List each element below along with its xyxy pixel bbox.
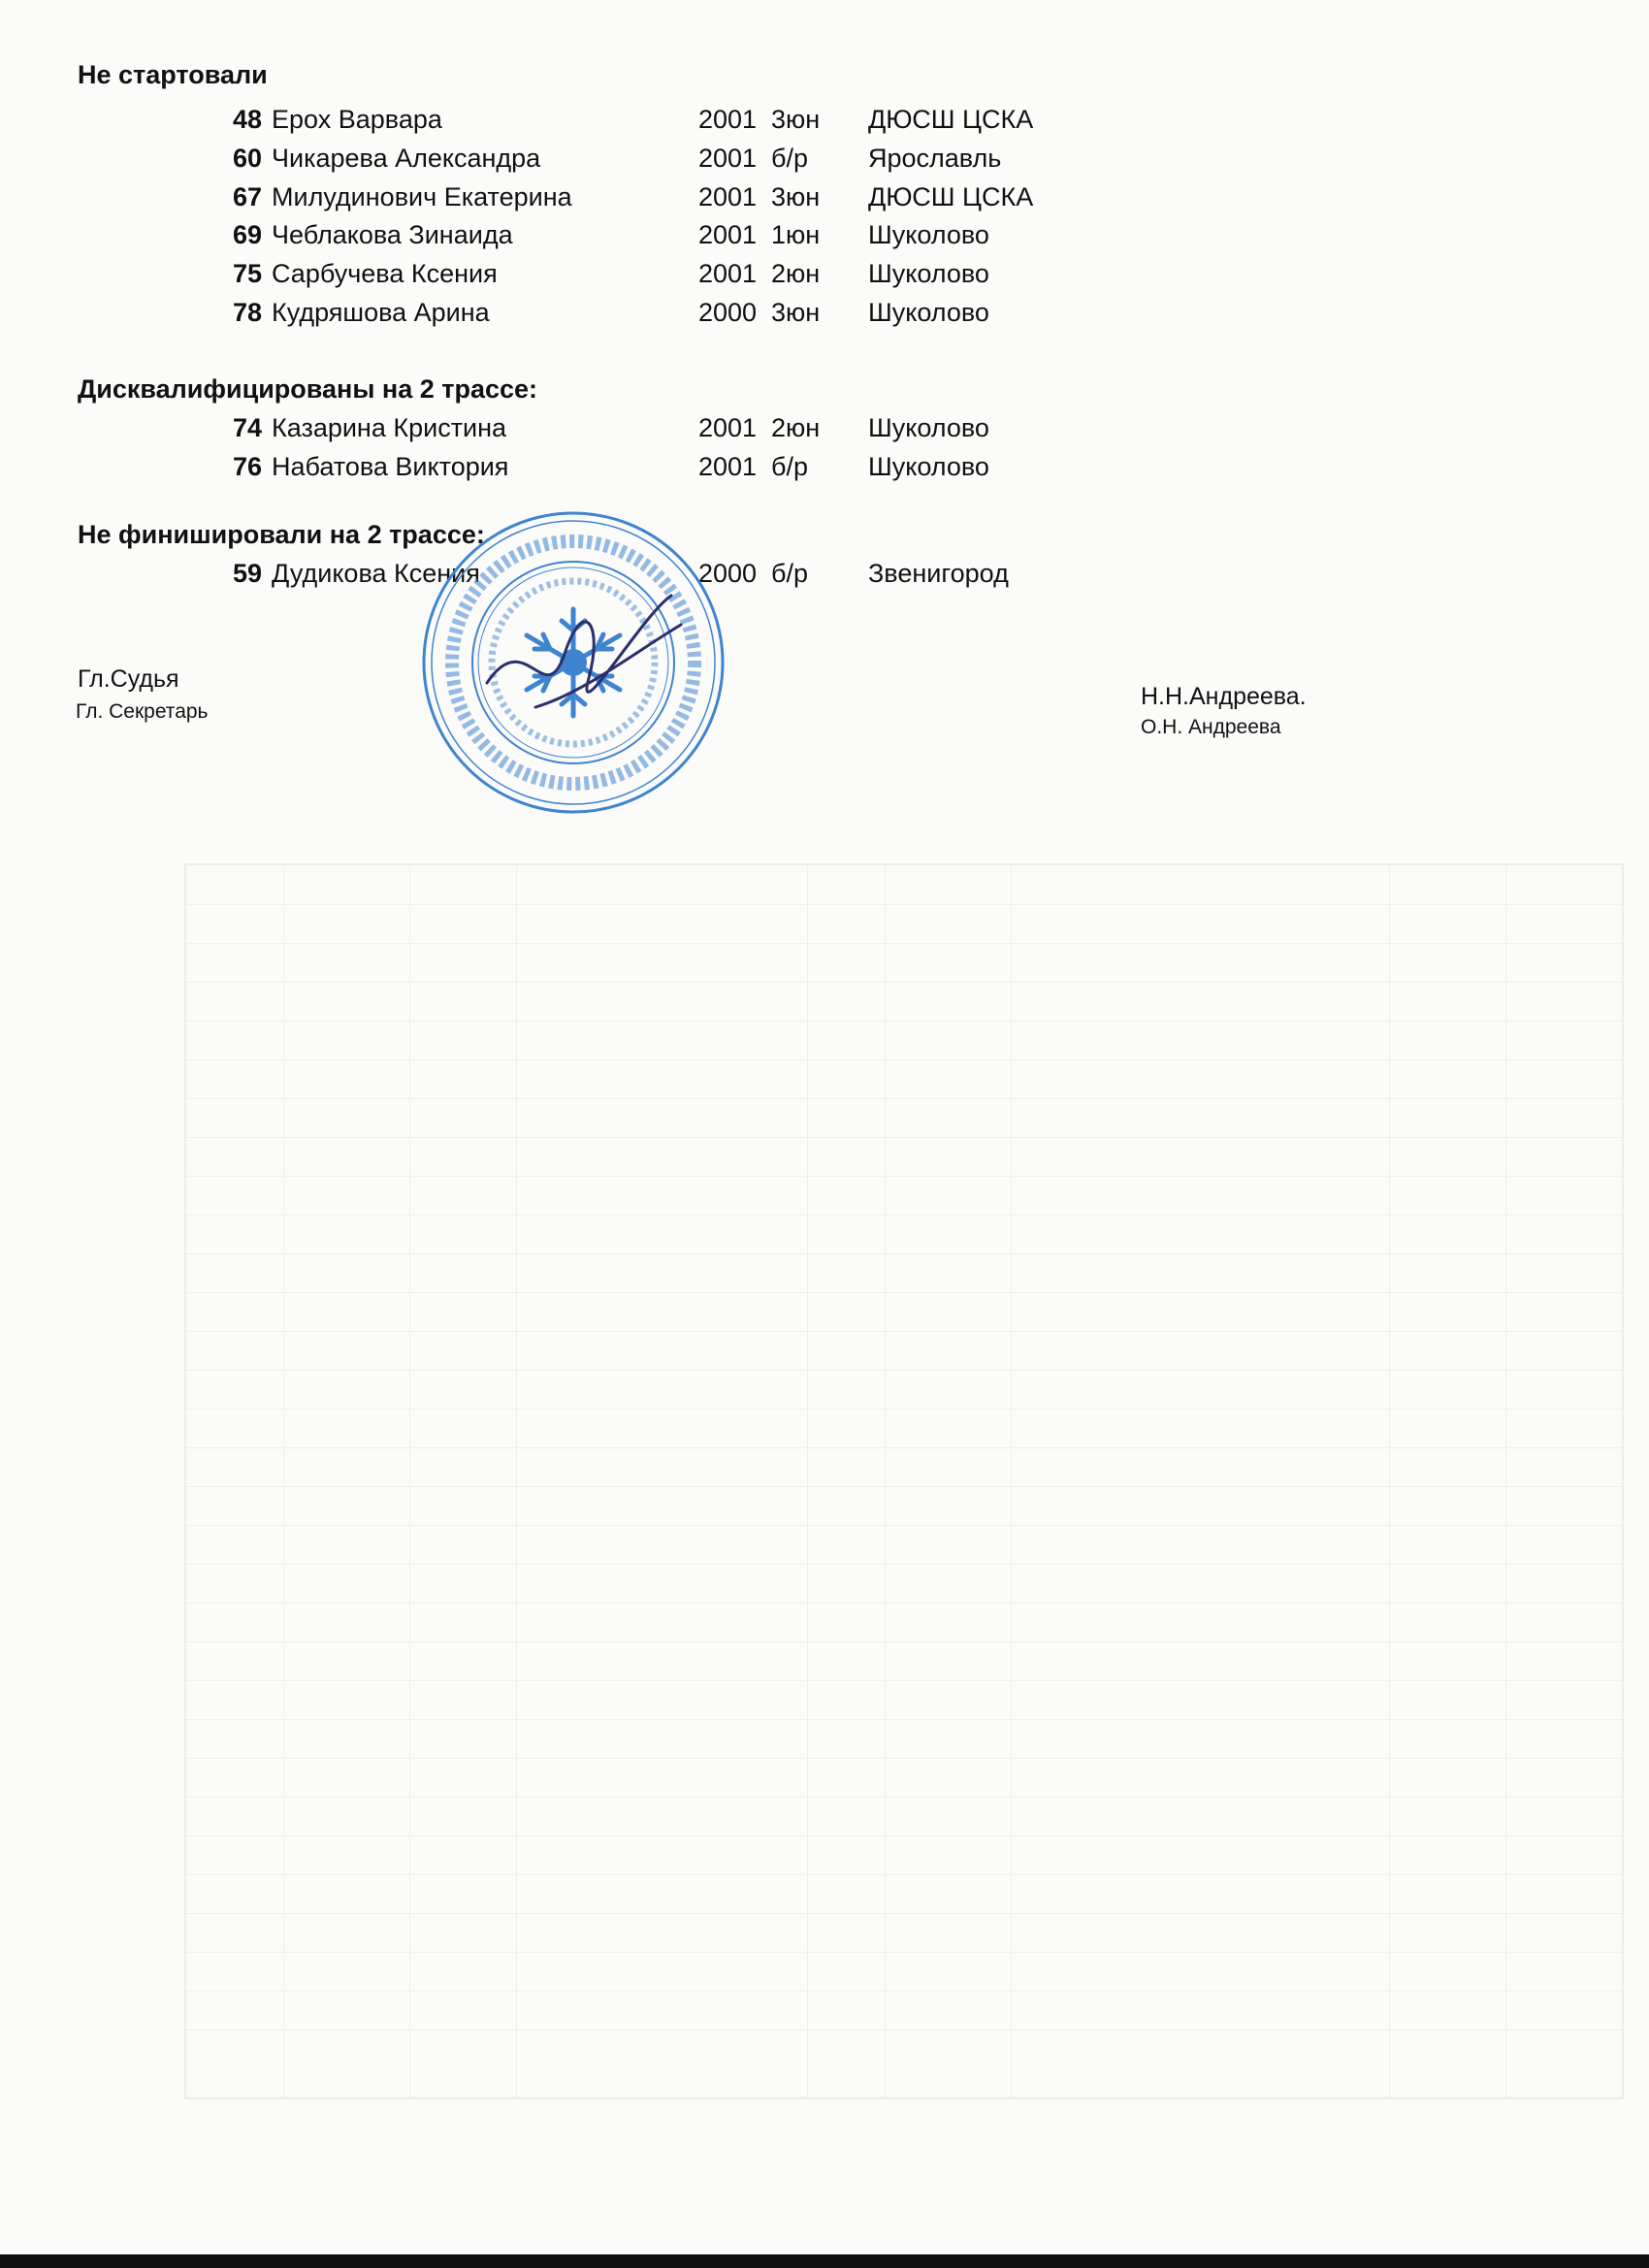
athlete-name: Казарина Кристина [272, 413, 507, 442]
bib-number: 75 [232, 259, 262, 288]
club: Шуколово [868, 259, 989, 288]
birth-year: 2001 [698, 182, 758, 211]
club: Шуколово [868, 452, 989, 481]
secretary-label: Гл. Секретарь [76, 700, 209, 723]
secretary-name: О.Н. Андреева [1141, 716, 1281, 738]
section-title-disqualified: Дисквалифицированы на 2 трассе: [78, 374, 538, 404]
birth-year: 2001 [698, 144, 758, 173]
birth-year: 2000 [698, 298, 758, 327]
chief-judge-name: Н.Н.Андреева. [1141, 683, 1307, 710]
birth-year: 2001 [698, 220, 758, 249]
rank: 2юн [771, 413, 821, 442]
rank: б/р [771, 452, 808, 481]
club: ДЮСШ ЦСКА [868, 105, 1034, 134]
section-title-dnf: Не финишировали на 2 трассе: [78, 520, 485, 549]
club: ДЮСШ ЦСКА [868, 182, 1034, 211]
bib-number: 67 [232, 182, 262, 211]
rank: б/р [771, 144, 808, 173]
bib-number: 74 [232, 413, 262, 442]
bib-number: 69 [232, 220, 262, 249]
section-title-not-started: Не стартовали [78, 60, 268, 89]
athlete-name: Чикарева Александра [272, 144, 541, 173]
birth-year: 2000 [698, 559, 758, 588]
bib-number: 48 [232, 105, 262, 134]
chief-judge-label: Гл.Судья [78, 665, 179, 693]
rank: 2юн [771, 259, 821, 288]
rank: 3юн [771, 298, 821, 327]
reverse-side-bleed [184, 863, 1624, 2099]
athlete-name: Ерох Варвара [272, 105, 442, 134]
athlete-name: Кудряшова Арина [272, 298, 490, 327]
bib-number: 60 [232, 144, 262, 173]
birth-year: 2001 [698, 452, 758, 481]
club: Шуколово [868, 220, 989, 249]
rank: 3юн [771, 105, 821, 134]
rank: 3юн [771, 182, 821, 211]
athlete-name: Сарбучева Ксения [272, 259, 498, 288]
scan-edge [0, 2254, 1649, 2268]
club: Шуколово [868, 298, 989, 327]
club: Шуколово [868, 413, 989, 442]
club: Ярославль [868, 144, 1002, 173]
official-stamp-icon [419, 508, 728, 817]
athlete-name: Милудинович Екатерина [272, 182, 572, 211]
birth-year: 2001 [698, 413, 758, 442]
bib-number: 78 [232, 298, 262, 327]
athlete-name: Набатова Виктория [272, 452, 509, 481]
athlete-name: Дудикова Ксения [272, 559, 480, 588]
bib-number: 76 [232, 452, 262, 481]
rank: б/р [771, 559, 808, 588]
birth-year: 2001 [698, 259, 758, 288]
athlete-name: Чеблакова Зинаида [272, 220, 513, 249]
rank: 1юн [771, 220, 821, 249]
birth-year: 2001 [698, 105, 758, 134]
club: Звенигород [868, 559, 1009, 588]
bib-number: 59 [232, 559, 262, 588]
